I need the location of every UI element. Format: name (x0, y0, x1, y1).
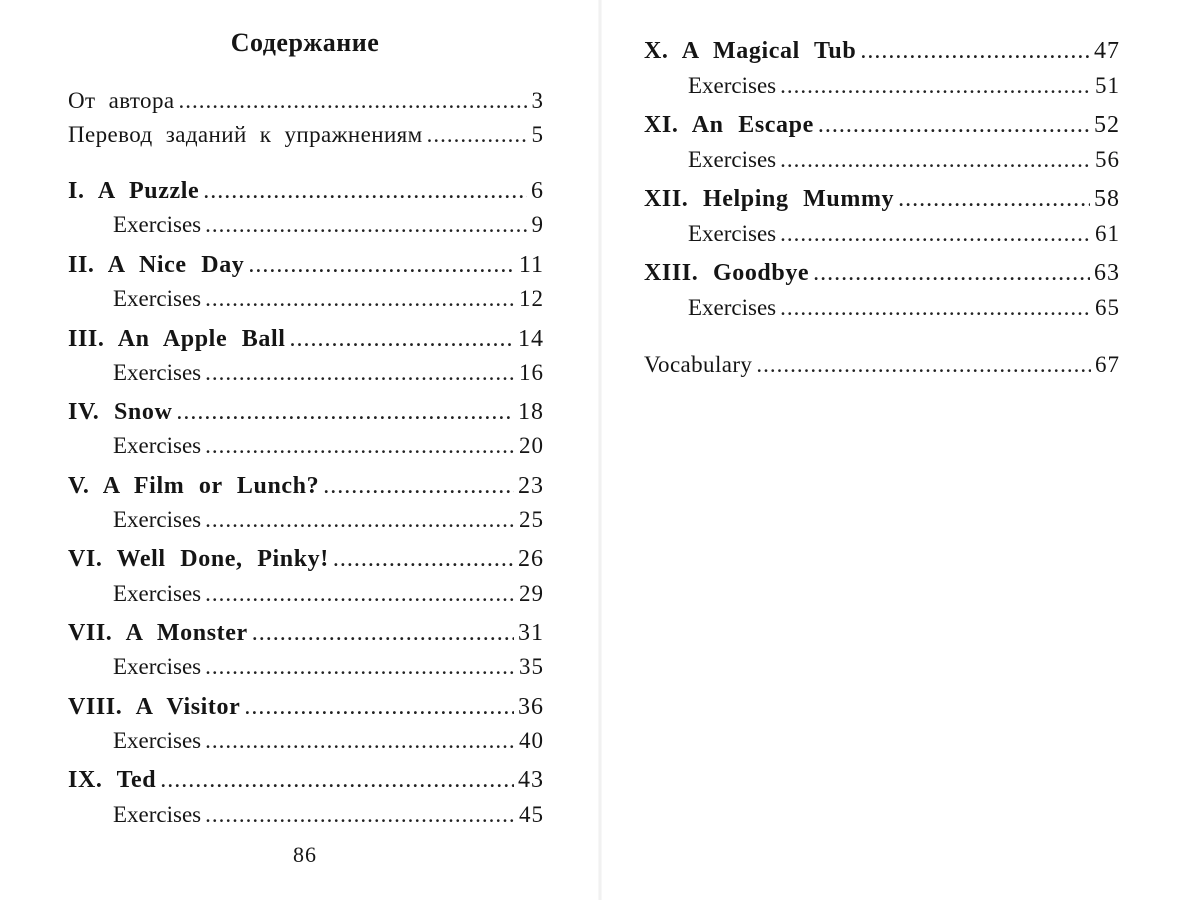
toc-exercises-13[interactable] (688, 293, 1120, 323)
toc-entry-page: 5 (531, 122, 544, 147)
toc-entry-page: 11 (518, 252, 544, 278)
toc-chapter-9[interactable] (68, 765, 544, 795)
toc-entry-page: 31 (518, 620, 544, 646)
toc-entry-title: Exercises (688, 147, 777, 172)
toc-exercises-3[interactable] (113, 358, 544, 388)
toc-entry-page: 63 (1094, 260, 1120, 286)
dot-leader (290, 324, 514, 354)
toc-entry-title: VIII. A Visitor (68, 694, 241, 720)
toc-entry-translation[interactable] (68, 120, 544, 150)
right-page (600, 0, 1199, 900)
toc-entry-page: 23 (518, 473, 544, 499)
toc-entry-title: I. A Puzzle (68, 178, 200, 204)
toc-entry-page: 36 (518, 694, 544, 720)
contents-heading: Содержание (230, 28, 380, 57)
toc-entry-page: 25 (519, 507, 544, 532)
toc-entry-title: VI. Well Done, Pinky! (68, 546, 329, 572)
toc-exercises-8[interactable] (113, 726, 544, 756)
toc-entry-page: 16 (519, 360, 544, 385)
toc-chapter-7[interactable] (68, 618, 544, 648)
toc-entry-page: 12 (519, 286, 544, 311)
toc-entry-title: Exercises (113, 286, 202, 311)
dot-leader (176, 397, 514, 427)
toc-entry-foreword[interactable] (68, 86, 544, 116)
toc-chapter-8[interactable] (68, 692, 544, 722)
toc-vocabulary[interactable] (644, 350, 1120, 380)
toc-chapter-13[interactable] (644, 258, 1120, 288)
dot-leader (205, 210, 527, 240)
dot-leader (813, 258, 1090, 288)
toc-exercises-7[interactable] (113, 652, 544, 682)
toc-entry-page: 51 (1095, 73, 1120, 98)
dot-leader (205, 579, 515, 609)
toc-exercises-12[interactable] (688, 219, 1120, 249)
toc-entry-page: 58 (1094, 186, 1120, 212)
dot-leader (252, 618, 514, 648)
dot-leader (898, 184, 1090, 214)
toc-entry-title: V. A Film or Lunch? (68, 473, 320, 499)
dot-leader (244, 692, 514, 722)
toc-entry-page: 3 (531, 88, 544, 113)
toc-entry-title: VII. A Monster (68, 620, 248, 646)
dot-leader (160, 765, 514, 795)
dot-leader (818, 110, 1090, 140)
toc-entry-title: Exercises (113, 360, 202, 385)
toc-chapter-12[interactable] (644, 184, 1120, 214)
dot-leader (780, 71, 1091, 101)
toc-entry-page: 26 (518, 546, 544, 572)
toc-exercises-4[interactable] (113, 431, 544, 461)
toc-entry-page: 14 (518, 326, 544, 352)
toc-entry-page: 45 (519, 802, 544, 827)
dot-leader (427, 120, 528, 150)
toc-entry-title: III. An Apple Ball (68, 326, 286, 352)
dot-leader (205, 358, 515, 388)
toc-entry-title: Exercises (688, 295, 777, 320)
toc-entry-page: 61 (1095, 221, 1120, 246)
toc-entry-page: 56 (1095, 147, 1120, 172)
toc-entry-page: 20 (519, 433, 544, 458)
dot-leader (333, 544, 514, 574)
toc-exercises-9[interactable] (113, 800, 544, 830)
dot-leader (756, 350, 1091, 380)
dot-leader (860, 36, 1090, 66)
toc-entry-title: Перевод заданий к упражнениям (68, 122, 423, 147)
toc-entry-page: 35 (519, 654, 544, 679)
dot-leader (323, 471, 514, 501)
toc-exercises-11[interactable] (688, 145, 1120, 175)
dot-leader (205, 431, 515, 461)
dot-leader (780, 293, 1091, 323)
toc-exercises-2[interactable] (113, 284, 544, 314)
toc-entry-page: 6 (531, 178, 544, 204)
dot-leader (205, 284, 515, 314)
toc-chapter-2[interactable] (68, 250, 544, 280)
toc-entry-title: IV. Snow (68, 399, 173, 425)
dot-leader (205, 726, 515, 756)
toc-entry-title: Exercises (113, 507, 202, 532)
toc-entry-page: 52 (1094, 112, 1120, 138)
toc-chapter-4[interactable] (68, 397, 544, 427)
toc-entry-title: IX. Ted (68, 767, 157, 793)
toc-entry-page: 65 (1095, 295, 1120, 320)
toc-chapter-11[interactable] (644, 110, 1120, 140)
dot-leader (203, 176, 527, 206)
toc-entry-title: XIII. Goodbye (644, 260, 810, 286)
toc-entry-title: XI. An Escape (644, 112, 814, 138)
toc-exercises-6[interactable] (113, 579, 544, 609)
dot-leader (205, 800, 515, 830)
toc-entry-page: 9 (531, 212, 544, 237)
toc-entry-title: Exercises (688, 221, 777, 246)
toc-chapter-6[interactable] (68, 544, 544, 574)
toc-entry-page: 67 (1095, 352, 1120, 377)
toc-entry-page: 47 (1094, 38, 1120, 64)
dot-leader (205, 652, 515, 682)
toc-entry-title: От автора (68, 88, 175, 113)
dot-leader (248, 250, 514, 280)
toc-exercises-10[interactable] (688, 71, 1120, 101)
toc-chapter-5[interactable] (68, 471, 544, 501)
toc-entry-title: Exercises (113, 212, 202, 237)
dot-leader (178, 86, 527, 116)
toc-entry-page: 29 (519, 581, 544, 606)
toc-exercises-1[interactable] (113, 210, 544, 240)
toc-entry-title: Exercises (113, 433, 202, 458)
toc-entry-title: XII. Helping Mummy (644, 186, 895, 212)
toc-exercises-5[interactable] (113, 505, 544, 535)
toc-entry-title: Exercises (113, 654, 202, 679)
toc-entry-page: 40 (519, 728, 544, 753)
toc-chapter-1[interactable] (68, 176, 544, 206)
toc-entry-title: X. A Magical Tub (644, 38, 857, 64)
toc-chapter-3[interactable] (68, 324, 544, 354)
toc-chapter-10[interactable] (644, 36, 1120, 66)
toc-entry-title: Vocabulary (644, 352, 753, 377)
toc-entry-title: Exercises (113, 802, 202, 827)
toc-entry-title: Exercises (113, 581, 202, 606)
page-number: 86 (293, 842, 317, 867)
dot-leader (780, 219, 1091, 249)
toc-entry-page: 43 (518, 767, 544, 793)
dot-leader (205, 505, 515, 535)
toc-entry-title: II. A Nice Day (68, 252, 245, 278)
toc-entry-page: 18 (518, 399, 544, 425)
dot-leader (780, 145, 1091, 175)
toc-entry-title: Exercises (688, 73, 777, 98)
toc-entry-title: Exercises (113, 728, 202, 753)
